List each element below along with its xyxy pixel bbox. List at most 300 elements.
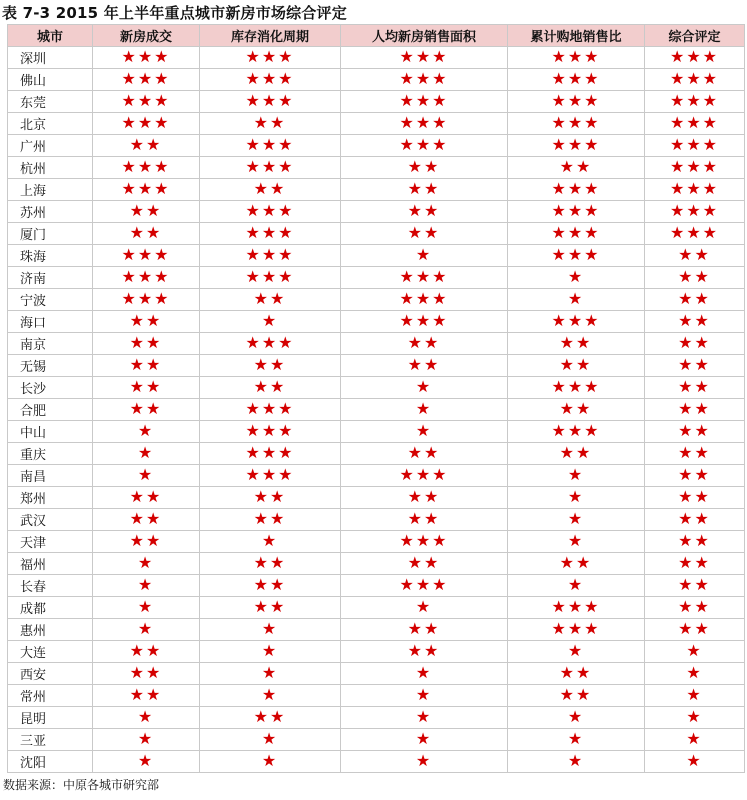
rating-overall-rating: [645, 399, 745, 421]
city-name: 西安: [8, 663, 93, 685]
table-row: [8, 223, 745, 245]
rating-per-capita-sales-area: [341, 157, 508, 179]
rating-new-home-sales: [93, 399, 200, 421]
rating-per-capita-sales-area: [341, 333, 508, 355]
rating-overall-rating: [645, 421, 745, 443]
city-name: 大连: [8, 641, 93, 663]
rating-overall-rating: [645, 575, 745, 597]
city-name: 常州: [8, 685, 93, 707]
star-rating-icon: ★★: [559, 443, 593, 462]
rating-per-capita-sales-area: [341, 553, 508, 575]
rating-per-capita-sales-area: [341, 355, 508, 377]
star-rating-icon: ★★★: [121, 47, 171, 66]
star-rating-icon: ★★★: [121, 91, 171, 110]
rating-new-home-sales: [93, 421, 200, 443]
star-rating-icon: ★★★: [245, 157, 295, 176]
rating-inventory-cycle: [200, 377, 341, 399]
star-rating-icon: ★: [137, 575, 155, 594]
star-rating-icon: ★: [686, 729, 703, 748]
star-rating-icon: ★: [261, 641, 279, 660]
rating-inventory-cycle: [200, 399, 341, 421]
rating-new-home-sales: [93, 179, 200, 201]
star-rating-icon: ★★★: [121, 179, 171, 198]
rating-overall-rating: [645, 465, 745, 487]
header-per-capita-sales-area: 人均新房销售面积: [341, 25, 508, 47]
star-rating-icon: ★★: [678, 421, 711, 440]
city-name: 福州: [8, 553, 93, 575]
header-row: [8, 25, 745, 47]
rating-per-capita-sales-area: [341, 135, 508, 157]
star-rating-icon: ★★★: [245, 69, 295, 88]
star-rating-icon: ★★: [407, 333, 441, 352]
rating-overall-rating: [645, 487, 745, 509]
rating-inventory-cycle: [200, 619, 341, 641]
rating-inventory-cycle: [200, 641, 341, 663]
rating-land-sales-ratio: [508, 135, 645, 157]
star-rating-icon: ★: [137, 465, 155, 484]
rating-new-home-sales: [93, 465, 200, 487]
rating-overall-rating: [645, 311, 745, 333]
star-rating-icon: ★: [567, 751, 585, 770]
rating-overall-rating: [645, 377, 745, 399]
table-row: [8, 685, 745, 707]
rating-per-capita-sales-area: [341, 619, 508, 641]
rating-inventory-cycle: [200, 355, 341, 377]
rating-per-capita-sales-area: [341, 751, 508, 773]
star-rating-icon: ★★★: [551, 421, 601, 440]
rating-overall-rating: [645, 179, 745, 201]
rating-land-sales-ratio: [508, 575, 645, 597]
star-rating-icon: ★★★: [245, 223, 295, 242]
star-rating-icon: ★: [567, 289, 585, 308]
rating-overall-rating: [645, 641, 745, 663]
rating-inventory-cycle: [200, 421, 341, 443]
city-name: 惠州: [8, 619, 93, 641]
table-row: [8, 421, 745, 443]
rating-new-home-sales: [93, 751, 200, 773]
star-rating-icon: ★★: [253, 113, 287, 132]
star-rating-icon: ★★: [129, 663, 163, 682]
rating-new-home-sales: [93, 311, 200, 333]
star-rating-icon: ★★★: [669, 47, 720, 66]
star-rating-icon: ★★: [407, 487, 441, 506]
rating-land-sales-ratio: [508, 421, 645, 443]
star-rating-icon: ★: [567, 531, 585, 550]
rating-land-sales-ratio: [508, 69, 645, 91]
rating-new-home-sales: [93, 333, 200, 355]
rating-inventory-cycle: [200, 729, 341, 751]
header-new-home-sales: 新房成交: [93, 25, 200, 47]
table-row: [8, 751, 745, 773]
table-row: [8, 465, 745, 487]
star-rating-icon: ★★★: [669, 113, 720, 132]
star-rating-icon: ★★: [407, 201, 441, 220]
rating-new-home-sales: [93, 553, 200, 575]
star-rating-icon: ★★★: [669, 69, 720, 88]
city-name: 海口: [8, 311, 93, 333]
star-rating-icon: ★★: [129, 641, 163, 660]
rating-overall-rating: [645, 333, 745, 355]
rating-overall-rating: [645, 47, 745, 69]
star-rating-icon: ★★: [253, 509, 287, 528]
rating-inventory-cycle: [200, 113, 341, 135]
star-rating-icon: ★★★: [245, 91, 295, 110]
rating-new-home-sales: [93, 575, 200, 597]
rating-land-sales-ratio: [508, 333, 645, 355]
star-rating-icon: ★: [137, 751, 155, 770]
star-rating-icon: ★: [567, 641, 585, 660]
rating-per-capita-sales-area: [341, 399, 508, 421]
star-rating-icon: ★★★: [551, 377, 601, 396]
star-rating-icon: ★: [415, 663, 433, 682]
star-rating-icon: ★★★: [669, 179, 720, 198]
star-rating-icon: ★: [686, 707, 703, 726]
table-row: [8, 575, 745, 597]
rating-overall-rating: [645, 289, 745, 311]
rating-per-capita-sales-area: [341, 663, 508, 685]
star-rating-icon: ★★: [407, 157, 441, 176]
star-rating-icon: ★: [137, 421, 155, 440]
star-rating-icon: ★★: [559, 399, 593, 418]
star-rating-icon: ★★: [407, 179, 441, 198]
rating-land-sales-ratio: [508, 751, 645, 773]
star-rating-icon: ★★★: [669, 157, 720, 176]
star-rating-icon: ★: [686, 663, 703, 682]
star-rating-icon: ★: [137, 553, 155, 572]
star-rating-icon: ★★★: [551, 619, 601, 638]
star-rating-icon: ★★: [407, 355, 441, 374]
star-rating-icon: ★★: [678, 487, 711, 506]
star-rating-icon: ★: [137, 443, 155, 462]
rating-land-sales-ratio: [508, 465, 645, 487]
rating-new-home-sales: [93, 245, 200, 267]
table-row: [8, 553, 745, 575]
rating-new-home-sales: [93, 289, 200, 311]
table-row: [8, 443, 745, 465]
star-rating-icon: ★★★: [551, 113, 601, 132]
rating-land-sales-ratio: [508, 443, 645, 465]
star-rating-icon: ★★: [407, 223, 441, 242]
table-row: [8, 69, 745, 91]
rating-per-capita-sales-area: [341, 311, 508, 333]
table-row: [8, 311, 745, 333]
city-name: 郑州: [8, 487, 93, 509]
star-rating-icon: ★: [686, 685, 703, 704]
rating-land-sales-ratio: [508, 399, 645, 421]
rating-inventory-cycle: [200, 597, 341, 619]
star-rating-icon: ★: [686, 751, 703, 770]
star-rating-icon: ★★★: [121, 69, 171, 88]
table-row: [8, 641, 745, 663]
star-rating-icon: ★★: [559, 553, 593, 572]
rating-overall-rating: [645, 685, 745, 707]
star-rating-icon: ★★: [129, 201, 163, 220]
rating-inventory-cycle: [200, 751, 341, 773]
rating-inventory-cycle: [200, 69, 341, 91]
rating-per-capita-sales-area: [341, 641, 508, 663]
rating-overall-rating: [645, 157, 745, 179]
rating-land-sales-ratio: [508, 619, 645, 641]
rating-per-capita-sales-area: [341, 487, 508, 509]
star-rating-icon: ★★★: [245, 333, 295, 352]
rating-overall-rating: [645, 663, 745, 685]
rating-land-sales-ratio: [508, 377, 645, 399]
table-row: [8, 47, 745, 69]
star-rating-icon: ★★: [678, 333, 711, 352]
rating-new-home-sales: [93, 597, 200, 619]
rating-overall-rating: [645, 113, 745, 135]
ratings-table: [7, 24, 745, 773]
star-rating-icon: ★: [137, 597, 155, 616]
star-rating-icon: ★★: [678, 575, 711, 594]
rating-new-home-sales: [93, 113, 200, 135]
star-rating-icon: ★★★: [551, 201, 601, 220]
star-rating-icon: ★★: [129, 509, 163, 528]
rating-inventory-cycle: [200, 663, 341, 685]
star-rating-icon: ★★: [559, 355, 593, 374]
table-title: 表 7-3 2015 年上半年重点城市新房市场综合评定: [2, 4, 347, 22]
star-rating-icon: ★: [137, 619, 155, 638]
star-rating-icon: ★★★: [399, 135, 449, 154]
rating-per-capita-sales-area: [341, 113, 508, 135]
star-rating-icon: ★★★: [121, 267, 171, 286]
rating-new-home-sales: [93, 685, 200, 707]
star-rating-icon: ★★★: [399, 91, 449, 110]
rating-new-home-sales: [93, 619, 200, 641]
rating-new-home-sales: [93, 641, 200, 663]
table-row: [8, 509, 745, 531]
city-name: 南昌: [8, 465, 93, 487]
rating-inventory-cycle: [200, 685, 341, 707]
star-rating-icon: ★★: [253, 289, 287, 308]
table-row: [8, 487, 745, 509]
star-rating-icon: ★★: [253, 377, 287, 396]
star-rating-icon: ★: [415, 597, 433, 616]
star-rating-icon: ★★★: [551, 91, 601, 110]
star-rating-icon: ★: [567, 729, 585, 748]
rating-land-sales-ratio: [508, 355, 645, 377]
star-rating-icon: ★★: [678, 553, 711, 572]
rating-land-sales-ratio: [508, 663, 645, 685]
rating-new-home-sales: [93, 69, 200, 91]
header-overall-rating: 综合评定: [645, 25, 745, 47]
star-rating-icon: ★★: [407, 619, 441, 638]
star-rating-icon: ★★: [678, 443, 711, 462]
star-rating-icon: ★★★: [399, 289, 449, 308]
star-rating-icon: ★★: [129, 399, 163, 418]
rating-land-sales-ratio: [508, 311, 645, 333]
star-rating-icon: ★: [261, 751, 279, 770]
table-row: [8, 245, 745, 267]
star-rating-icon: ★★: [678, 377, 711, 396]
star-rating-icon: ★★: [678, 311, 711, 330]
city-name: 长春: [8, 575, 93, 597]
rating-per-capita-sales-area: [341, 465, 508, 487]
rating-overall-rating: [645, 509, 745, 531]
rating-land-sales-ratio: [508, 157, 645, 179]
star-rating-icon: ★★★: [121, 289, 171, 308]
city-name: 南京: [8, 333, 93, 355]
rating-inventory-cycle: [200, 245, 341, 267]
rating-overall-rating: [645, 707, 745, 729]
rating-per-capita-sales-area: [341, 597, 508, 619]
star-rating-icon: ★★★: [245, 245, 295, 264]
rating-inventory-cycle: [200, 509, 341, 531]
star-rating-icon: ★★★: [551, 311, 601, 330]
star-rating-icon: ★★★: [399, 311, 449, 330]
star-rating-icon: ★★★: [121, 113, 171, 132]
star-rating-icon: ★★: [129, 333, 163, 352]
star-rating-icon: ★★: [253, 707, 287, 726]
star-rating-icon: ★★★: [551, 223, 601, 242]
table-row: [8, 399, 745, 421]
star-rating-icon: ★★★: [399, 47, 449, 66]
rating-inventory-cycle: [200, 443, 341, 465]
rating-overall-rating: [645, 223, 745, 245]
rating-overall-rating: [645, 69, 745, 91]
rating-inventory-cycle: [200, 465, 341, 487]
star-rating-icon: ★★★: [245, 201, 295, 220]
star-rating-icon: ★: [261, 663, 279, 682]
city-name: 珠海: [8, 245, 93, 267]
rating-land-sales-ratio: [508, 531, 645, 553]
star-rating-icon: ★: [686, 641, 703, 660]
city-name: 东莞: [8, 91, 93, 113]
rating-per-capita-sales-area: [341, 575, 508, 597]
star-rating-icon: ★: [415, 421, 433, 440]
city-name: 厦门: [8, 223, 93, 245]
rating-land-sales-ratio: [508, 47, 645, 69]
table-row: [8, 729, 745, 751]
star-rating-icon: ★★: [678, 531, 711, 550]
star-rating-icon: ★★: [559, 157, 593, 176]
rating-land-sales-ratio: [508, 641, 645, 663]
rating-new-home-sales: [93, 377, 200, 399]
rating-land-sales-ratio: [508, 91, 645, 113]
city-name: 重庆: [8, 443, 93, 465]
rating-land-sales-ratio: [508, 597, 645, 619]
rating-new-home-sales: [93, 443, 200, 465]
star-rating-icon: ★★: [559, 663, 593, 682]
city-name: 广州: [8, 135, 93, 157]
star-rating-icon: ★★★: [399, 575, 449, 594]
star-rating-icon: ★★★: [245, 267, 295, 286]
rating-inventory-cycle: [200, 531, 341, 553]
table-body: [8, 47, 745, 773]
rating-new-home-sales: [93, 707, 200, 729]
rating-inventory-cycle: [200, 47, 341, 69]
rating-overall-rating: [645, 267, 745, 289]
star-rating-icon: ★★: [407, 641, 441, 660]
star-rating-icon: ★★: [678, 289, 711, 308]
star-rating-icon: ★★: [678, 245, 711, 264]
star-rating-icon: ★★: [129, 487, 163, 506]
table-row: [8, 267, 745, 289]
star-rating-icon: ★★★: [245, 465, 295, 484]
city-name: 北京: [8, 113, 93, 135]
city-name: 上海: [8, 179, 93, 201]
rating-overall-rating: [645, 597, 745, 619]
rating-per-capita-sales-area: [341, 91, 508, 113]
rating-per-capita-sales-area: [341, 201, 508, 223]
star-rating-icon: ★★★: [669, 135, 720, 154]
star-rating-icon: ★: [567, 509, 585, 528]
table-row: [8, 619, 745, 641]
city-name: 宁波: [8, 289, 93, 311]
rating-inventory-cycle: [200, 91, 341, 113]
rating-inventory-cycle: [200, 333, 341, 355]
star-rating-icon: ★: [261, 311, 279, 330]
rating-overall-rating: [645, 91, 745, 113]
star-rating-icon: ★★: [678, 399, 711, 418]
rating-inventory-cycle: [200, 223, 341, 245]
star-rating-icon: ★★: [678, 597, 711, 616]
star-rating-icon: ★★: [407, 443, 441, 462]
rating-per-capita-sales-area: [341, 685, 508, 707]
rating-inventory-cycle: [200, 157, 341, 179]
header-inventory-cycle: 库存消化周期: [200, 25, 341, 47]
city-name: 苏州: [8, 201, 93, 223]
rating-inventory-cycle: [200, 575, 341, 597]
table-row: [8, 157, 745, 179]
rating-new-home-sales: [93, 531, 200, 553]
table-row: [8, 663, 745, 685]
rating-land-sales-ratio: [508, 729, 645, 751]
rating-per-capita-sales-area: [341, 377, 508, 399]
star-rating-icon: ★: [415, 245, 433, 264]
rating-overall-rating: [645, 531, 745, 553]
star-rating-icon: ★★: [129, 311, 163, 330]
star-rating-icon: ★★★: [121, 245, 171, 264]
rating-new-home-sales: [93, 729, 200, 751]
star-rating-icon: ★★: [678, 509, 711, 528]
rating-new-home-sales: [93, 201, 200, 223]
star-rating-icon: ★★: [129, 355, 163, 374]
star-rating-icon: ★: [415, 707, 433, 726]
star-rating-icon: ★★★: [551, 597, 601, 616]
table-row: [8, 531, 745, 553]
rating-land-sales-ratio: [508, 685, 645, 707]
rating-overall-rating: [645, 355, 745, 377]
star-rating-icon: ★★: [253, 355, 287, 374]
star-rating-icon: ★★: [253, 553, 287, 572]
table-row: [8, 377, 745, 399]
star-rating-icon: ★: [137, 707, 155, 726]
star-rating-icon: ★: [567, 465, 585, 484]
city-name: 长沙: [8, 377, 93, 399]
star-rating-icon: ★★★: [551, 135, 601, 154]
star-rating-icon: ★: [261, 729, 279, 748]
star-rating-icon: ★★: [678, 465, 711, 484]
star-rating-icon: ★★★: [121, 157, 171, 176]
header-city: 城市: [8, 25, 93, 47]
city-name: 佛山: [8, 69, 93, 91]
star-rating-icon: ★★★: [245, 135, 295, 154]
city-name: 武汉: [8, 509, 93, 531]
rating-overall-rating: [645, 729, 745, 751]
star-rating-icon: ★★: [129, 377, 163, 396]
city-name: 沈阳: [8, 751, 93, 773]
rating-overall-rating: [645, 553, 745, 575]
rating-inventory-cycle: [200, 553, 341, 575]
star-rating-icon: ★: [261, 685, 279, 704]
rating-per-capita-sales-area: [341, 267, 508, 289]
star-rating-icon: ★★★: [245, 421, 295, 440]
rating-land-sales-ratio: [508, 267, 645, 289]
star-rating-icon: ★★: [407, 553, 441, 572]
city-name: 深圳: [8, 47, 93, 69]
star-rating-icon: ★★★: [245, 443, 295, 462]
